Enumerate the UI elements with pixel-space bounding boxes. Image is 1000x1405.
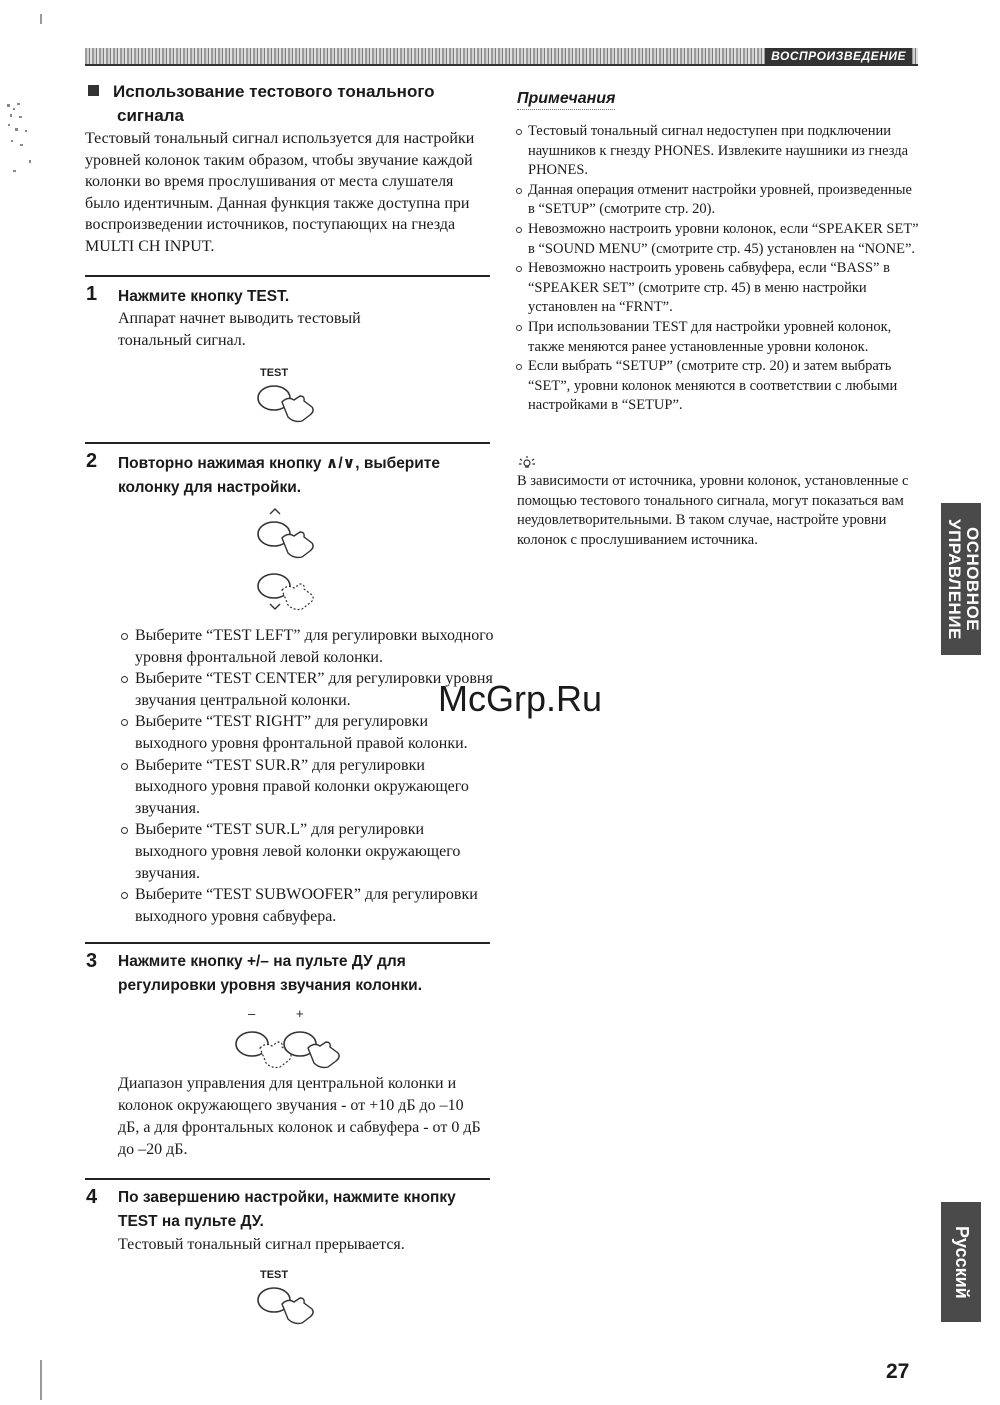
list-item: Выберите “TEST CENTER” для регулировки уровня звучания центральной колонки. [118, 668, 498, 711]
list-item: Выберите “TEST SUR.L” для регулировки выходного уровня левой колонки окружающего звучания. [118, 819, 498, 884]
step-3-text: Диапазон управления для центральной колонки и колонок окружающего звучания - от +10 дБ до –10 дБ, а для фронтальных колонок и сабвуфера - от 0 дБ до –20 дБ. [118, 1075, 481, 1158]
header-bar [85, 48, 918, 66]
notes-list [515, 122, 920, 416]
section-title-line1: Использование тестового тонального [113, 82, 435, 101]
scan-noise [5, 100, 37, 190]
plus-minus-buttons-icon [228, 1004, 348, 1081]
step-2-number: 2 [86, 450, 98, 472]
list-item: Невозможно настроить уровень сабвуфера, если “BASS” в “SPEAKER SET” (смотрите стр. 45) в меню настройки установлен на “FRNT”. [515, 259, 920, 318]
step-1-number: 1 [86, 283, 98, 305]
test-button-label: TEST [260, 1269, 289, 1281]
tip-paragraph: В зависимости от источника, уровни колонок, установленные с помощью тестового тонального сигнала, могут показаться вам неудовлетворительными. В таком случае, настройте уровни колонок с прослушиванием источника. [517, 473, 909, 548]
step-divider [85, 275, 490, 277]
test-button-icon [252, 365, 322, 432]
list-item: Выберите “TEST RIGHT” для регулировки выходного уровня фронтальной правой колонки. [118, 711, 498, 754]
scan-mark [40, 14, 42, 24]
test-button-icon [252, 1267, 322, 1334]
section-title [88, 80, 498, 128]
list-item: Данная операция отменит настройки уровней, произведенные в “SETUP” (смотрите стр. 20). [515, 181, 920, 220]
section-tab-basic-operations: ОСНОВНОЕ УПРАВЛЕНИЕ [941, 503, 981, 655]
page-number: 27 [886, 1360, 910, 1383]
step-4-text: Тестовый тональный сигнал прерывается. [118, 1236, 405, 1253]
list-item: Если выбрать “SETUP” (смотрите стр. 20) и затем выбрать “SET”, уровни колонок меняются в соответствии с любыми настройками в “SETUP”. [515, 357, 920, 416]
down-arrow-icon [270, 604, 280, 609]
step-4-number: 4 [86, 1186, 98, 1208]
step-1-text: Аппарат начнет выводить тестовый тональный сигнал. [118, 310, 361, 349]
list-item: При использовании TEST для настройки уровней колонок, также меняются ранее установленные уровни колонок. [515, 318, 920, 357]
test-button-label: TEST [260, 367, 289, 379]
step-divider [85, 942, 490, 944]
intro-paragraph: Тестовый тональный сигнал используется для настройки уровней колонок таким образом, чтобы звучание каждой колонки во время прослушивания от места слушателя было идентичным. Данная функция также доступна при воспроизведении источников, поступающих на гнезда MULTI CH INPUT. [85, 130, 475, 255]
step-1-title: Нажмите кнопку TEST. [118, 288, 290, 305]
step-2-title: Повторно нажимая кнопку ∧/∨, выберите колонку для настройки. [118, 455, 441, 496]
list-item: Невозможно настроить уровни колонок, если “SPEAKER SET” в “SOUND MENU” (смотрите стр. 45) установлен на “NONE”. [515, 220, 920, 259]
step-4-title: По завершению настройки, нажмите кнопку TEST на пульте ДУ. [118, 1189, 456, 1230]
list-item: Тестовый тональный сигнал недоступен при подключении наушников к гнезду PHONES. Извлеките наушники из гнезда PHONES. [515, 122, 920, 181]
speaker-selection-list [118, 625, 498, 927]
watermark: McGrp.Ru [438, 678, 603, 719]
list-item: Выберите “TEST SUBWOOFER” для регулировки выходного уровня сабвуфера. [118, 884, 498, 927]
list-item: Выберите “TEST LEFT” для регулировки выходного уровня фронтальной левой колонки. [118, 625, 498, 668]
header-section-label: ВОСПРОИЗВЕДЕНИЕ [765, 48, 912, 64]
section-title-line2: сигнала [117, 106, 184, 125]
list-item: Выберите “TEST SUR.R” для регулировки выходного уровня правой колонки окружающего звучания. [118, 755, 498, 820]
notes-title: Примечания [517, 90, 615, 110]
step-3-number: 3 [86, 950, 98, 972]
language-tab: Русский [941, 1202, 981, 1322]
minus-label: – [248, 1006, 256, 1021]
step-divider [85, 1178, 490, 1180]
section-marker-icon [88, 85, 99, 96]
step-divider [85, 442, 490, 444]
plus-label: + [296, 1006, 304, 1021]
step-3-title: Нажмите кнопку +/– на пульте ДУ для регулировки уровня звучания колонки. [118, 953, 423, 994]
up-down-buttons-icon [250, 508, 330, 625]
up-arrow-icon [270, 509, 280, 514]
scan-mark [40, 1360, 42, 1400]
